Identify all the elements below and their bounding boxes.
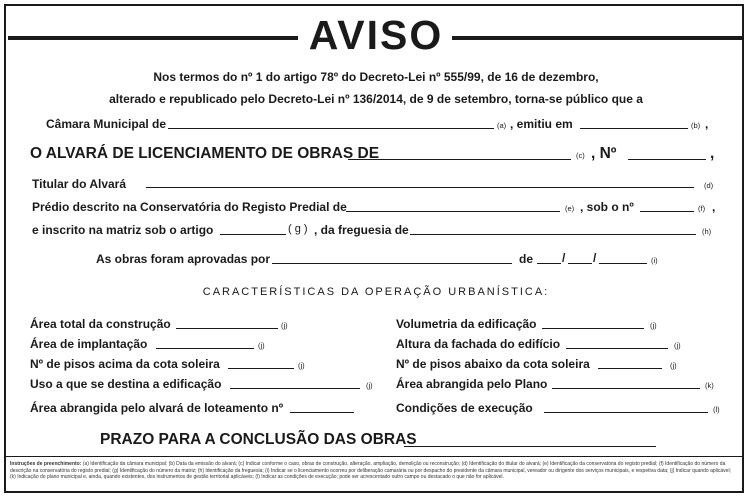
right-item-label: Nº de pisos abaixo da cota soleira xyxy=(396,357,590,371)
left-item-mark: (j) xyxy=(366,381,373,390)
predio-field[interactable] xyxy=(346,211,560,212)
right-item-label: Condições de execução xyxy=(396,401,533,415)
alvara-numero-label: , Nº xyxy=(591,145,617,162)
mark-d: (d) xyxy=(704,181,714,190)
mark-f: (f) xyxy=(698,204,706,213)
footnote-text: (a) Identificação da câmara municipal; (b) Data da emissão do alvará; (c) Indicar conforme o caso, obras de construção, alteração, ampliação, demolição ou reconstrução; (d) Identificação do titular do alvará; (e) Identificação da conservatória do registo predial; (f) Identificação do número da descrição na conservatória do registo predial; (g) Identificação do número da matriz; (h) Identificação da freguesia; (i) Indicar se o licenciamento ocorreu por deliberação camarária ou por despacho do presidente da câmara municipal, vereador ou dirigente dos serviços municipais, e respetiva data; (j) Indicar quando aplicável; (k) Indicação do plano municipal e, ainda, quando existentes, dos instrumentos de gestão territorial aplicáveis; (l) Indicar as condições de execução; pode ser acrescentado outro campo ou destacado o que não for aplicável. xyxy=(10,461,731,480)
left-item-mark: (j) xyxy=(298,361,305,370)
left-item-field[interactable] xyxy=(290,412,354,413)
right-item-field[interactable] xyxy=(598,368,662,369)
alvara-end: , xyxy=(710,145,715,162)
left-item-label: Área abrangida pelo alvará de loteamento nº xyxy=(30,401,284,415)
right-item-label: Altura da fachada do edifício xyxy=(396,337,561,351)
right-item-label: Área abrangida pelo Plano xyxy=(396,377,548,391)
obras-de-label: de xyxy=(519,252,534,266)
mark-g: ( g ) xyxy=(288,223,308,235)
right-item-mark: (j) xyxy=(650,321,657,330)
left-item-field[interactable] xyxy=(176,328,278,329)
camara-end: , xyxy=(705,117,709,131)
emitiu-field[interactable] xyxy=(580,128,688,129)
footnote xyxy=(10,461,738,481)
right-item-field[interactable] xyxy=(552,388,700,389)
predio-label: Prédio descrito na Conservatória do Registo Predial de xyxy=(32,200,347,214)
emitiu-label: , emitiu em xyxy=(510,117,573,131)
matriz-label: e inscrito na matriz sob o artigo xyxy=(32,223,214,237)
freguesia-label: , da freguesia de xyxy=(314,223,409,237)
camara-field[interactable] xyxy=(168,128,494,129)
prazo-label: PRAZO PARA A CONCLUSÃO DAS OBRAS xyxy=(100,431,417,448)
left-item-field[interactable] xyxy=(230,388,360,389)
footnote-divider xyxy=(6,456,742,457)
footnote-title: Instruções de preenchimento: xyxy=(10,461,82,467)
intro-line-2: alterado e republicado pelo Decreto-Lei nº 136/2014, de 9 de setembro, torna-se público que a xyxy=(109,92,643,106)
notice-title: AVISO xyxy=(308,12,444,58)
predio-end: , xyxy=(712,200,716,214)
mark-a: (a) xyxy=(497,121,507,130)
sob-label: , sob o nº xyxy=(580,200,634,214)
mark-h: (h) xyxy=(702,227,712,236)
sob-field[interactable] xyxy=(640,211,694,212)
alvara-label: O ALVARÁ DE LICENCIAMENTO DE OBRAS DE xyxy=(30,145,380,162)
left-item-label: Nº de pisos acima da cota soleira xyxy=(30,357,220,371)
left-item-field[interactable] xyxy=(228,368,294,369)
left-item-label: Uso a que se destina a edificação xyxy=(30,377,222,391)
right-item-mark: (k) xyxy=(705,381,714,390)
mark-e: (e) xyxy=(565,204,575,213)
intro-line-1: Nos termos do nº 1 do artigo 78º do Decreto-Lei nº 555/99, de 16 de dezembro, xyxy=(153,70,599,84)
right-item-field[interactable] xyxy=(544,412,708,413)
matriz-field[interactable] xyxy=(220,234,286,235)
right-item-field[interactable] xyxy=(542,328,644,329)
right-item-field[interactable] xyxy=(566,348,668,349)
date-day-field[interactable] xyxy=(537,263,561,264)
obras-field[interactable] xyxy=(272,263,512,264)
right-item-mark: (l) xyxy=(713,405,720,414)
prazo-field[interactable] xyxy=(404,446,656,447)
left-item-label: Área de implantação xyxy=(30,337,148,351)
left-item-label: Área total da construção xyxy=(30,317,171,331)
section-heading: CARACTERÍSTICAS DA OPERAÇÃO URBANÍSTICA: xyxy=(202,286,550,298)
titular-field[interactable] xyxy=(146,187,694,188)
alvara-field[interactable] xyxy=(348,159,571,160)
camara-label: Câmara Municipal de xyxy=(46,117,167,131)
mark-i: (i) xyxy=(651,256,658,265)
right-item-mark: (j) xyxy=(674,341,681,350)
right-item-label: Volumetria da edificação xyxy=(396,317,537,331)
left-item-mark: (j) xyxy=(281,321,288,330)
obras-label: As obras foram aprovadas por xyxy=(96,252,271,266)
mark-b: (b) xyxy=(691,121,701,130)
freguesia-field[interactable] xyxy=(410,234,696,235)
right-item-mark: (j) xyxy=(670,361,677,370)
titular-label: Titular do Alvará xyxy=(32,177,127,191)
date-sep-1: / xyxy=(562,251,566,265)
left-item-mark: (j) xyxy=(258,341,265,350)
date-month-field[interactable] xyxy=(568,263,592,264)
date-year-field[interactable] xyxy=(599,263,647,264)
mark-c: (c) xyxy=(576,151,585,160)
alvara-numero-field[interactable] xyxy=(628,159,706,160)
date-sep-2: / xyxy=(593,251,597,265)
left-item-field[interactable] xyxy=(156,348,254,349)
